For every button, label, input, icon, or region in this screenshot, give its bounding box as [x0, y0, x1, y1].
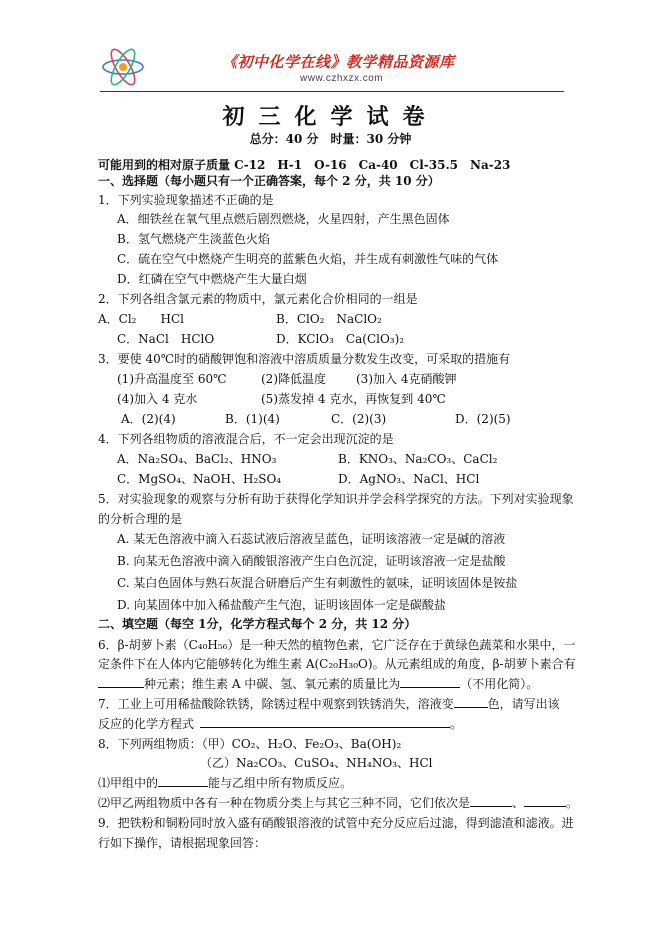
- q3-option-d: D．(2)(5): [455, 412, 511, 426]
- q8-line4: ⑵甲乙两组物质中各有一种在物质分类上与其它三种不同，它们依次是 、 。: [98, 796, 579, 810]
- q8-line1: 8．下列两组物质：（甲）CO₂、H₂O、Fe₂O₃、Ba(OH)₂: [98, 737, 402, 751]
- q3-item-5: (5)蒸发掉 4 克水，再恢复到 40℃: [261, 392, 446, 406]
- q7-line2: 反应的化学方程式 。: [98, 717, 463, 731]
- q3-stem: 3．要使 40℃时的硝酸钾饱和溶液中溶质质量分数发生改变，可采取的措施有: [98, 352, 511, 366]
- q6-blank-mass-ratio[interactable]: [400, 676, 460, 688]
- atom-logo-icon: [100, 45, 146, 89]
- q3-item-2: (2)降低温度: [261, 372, 326, 386]
- q9-line1: 9．把铁粉和铜粉同时放入盛有硝酸银溶液的试管中充分反应后过滤，得到滤渣和滤液。进: [98, 816, 574, 830]
- q8-blank-substance[interactable]: [158, 775, 208, 787]
- q6-line2: 定条件下在人体内它能够转化为维生素 A(C₂₀H₃₀O)。从元素组成的角度，β-胡萝卜素合有: [98, 657, 576, 671]
- q7-line1: 7．工业上可用稀盐酸除铁锈，除锈过程中观察到铁锈消失，溶液变 色，请写出该: [98, 697, 560, 711]
- q5-stem-line1: 5．对实验现象的观察与分析有助于获得化学知识并学会科学探究的方法。下列对实验现象: [98, 492, 574, 506]
- q2-option-c: C．NaCl HClO: [117, 332, 215, 346]
- section2-heading: 二、填空题（每空 1分，化学方程式每个 2 分，共 12 分）: [98, 617, 417, 631]
- q3-option-c: C．(2)(3): [331, 412, 387, 426]
- q5-stem-line2: 的分析合理的是: [98, 512, 183, 526]
- q3-item-1: (1)升高温度至 60℃: [117, 372, 227, 386]
- q5-option-a: A. 某无色溶液中滴入石蕊试液后溶液呈蓝色，证明该溶液一定是碱的溶液: [117, 532, 506, 546]
- q4-option-c: C．MgSO₄、NaOH、H₂SO₄: [117, 472, 282, 486]
- q5-option-d: D. 向某固体中加入稀盐酸产生气泡，证明该固体一定是碳酸盐: [117, 598, 446, 612]
- header-divider: [100, 91, 564, 92]
- q8-line2: （乙）Na₂CO₃、CuSO₄、NH₄NO₃、HCl: [200, 756, 433, 770]
- q1-option-b: B．氢气燃烧产生淡蓝色火焰: [117, 232, 270, 246]
- q8-line3: ⑴甲组中的 能与乙组中所有物质反应。: [98, 776, 353, 790]
- banner-url: www.czhxzx.com: [300, 73, 384, 84]
- q3-item-4: (4)加入 4 克水: [117, 392, 198, 406]
- q3-option-a: A．(2)(4): [121, 412, 176, 426]
- q4-option-b: B．KNO₃、Na₂CO₃、CaCl₂: [338, 452, 498, 466]
- q4-option-a: A．Na₂SO₄、BaCl₂、HNO₃: [117, 452, 277, 466]
- q8-blank-second[interactable]: [524, 795, 566, 807]
- header-banner: [100, 45, 564, 89]
- q4-option-d: D．AgNO₃、NaCl、HCl: [338, 472, 480, 486]
- q6-line3: 种元素；维生素 A 中碳、氢、氧元素的质量比为 （不用化简）。: [98, 676, 538, 692]
- exam-subtitle: 总分：40 分 时量：30 分钟: [249, 132, 412, 146]
- q6-line1: 6．β-胡萝卜素（C₄₀H₅₆）是一种天然的植物色素，它广泛存在于黄绿色蔬菜和水果中，一: [98, 638, 576, 652]
- q7-blank-color[interactable]: [454, 696, 488, 708]
- q1-stem: 1．下列实验现象描述不正确的是: [98, 193, 274, 207]
- q1-option-d: D．红磷在空气中燃烧产生大量白烟: [117, 272, 307, 286]
- q5-option-b: B. 向某无色溶液中滴入硝酸银溶液产生白色沉淀，证明该溶液一定是盐酸: [117, 554, 506, 568]
- q9-line2: 行如下操作，请根据现象回答：: [98, 836, 267, 850]
- q2-stem: 2．下列各组含氯元素的物质中，氯元素化合价相同的一组是: [98, 292, 418, 306]
- q8-blank-first[interactable]: [470, 795, 512, 807]
- q1-option-a: A．细铁丝在氧气里点燃后剧烈燃烧，火星四射，产生黑色固体: [117, 212, 450, 226]
- banner-title: 《初中化学在线》教学精品资源库: [222, 53, 455, 71]
- q2-option-d: D．KClO₃ Ca(ClO₃)₂: [276, 332, 405, 346]
- q4-stem: 4．下列各组物质的溶液混合后，不一定会出现沉淀的是: [98, 432, 394, 446]
- q1-option-c: C．硫在空气中燃烧产生明亮的蓝紫色火焰，并生成有刺激性气味的气体: [117, 252, 499, 266]
- q5-option-c: C. 某白色固体与熟石灰混合研磨后产生有刺激性的氨味，证明该固体是铵盐: [117, 576, 518, 590]
- q7-blank-equation[interactable]: [200, 716, 450, 728]
- q6-blank-element-count[interactable]: [98, 676, 144, 688]
- q2-option-a: A．Cl₂ HCl: [98, 312, 184, 326]
- atomic-masses: 可能用到的相对原子质量 C-12 H-1 O-16 Ca-40 Cl-35.5 Na-23: [98, 158, 511, 172]
- exam-title: 初三化学试卷: [222, 104, 439, 130]
- section1-heading: 一、选择题（每小题只有一个正确答案，每个 2 分，共 10 分）: [98, 174, 440, 188]
- q2-option-b: B．ClO₂ NaClO₂: [276, 312, 382, 326]
- q3-item-3: (3)加入 4克硝酸钾: [356, 372, 457, 386]
- q3-option-b: B．(1)(4): [225, 412, 280, 426]
